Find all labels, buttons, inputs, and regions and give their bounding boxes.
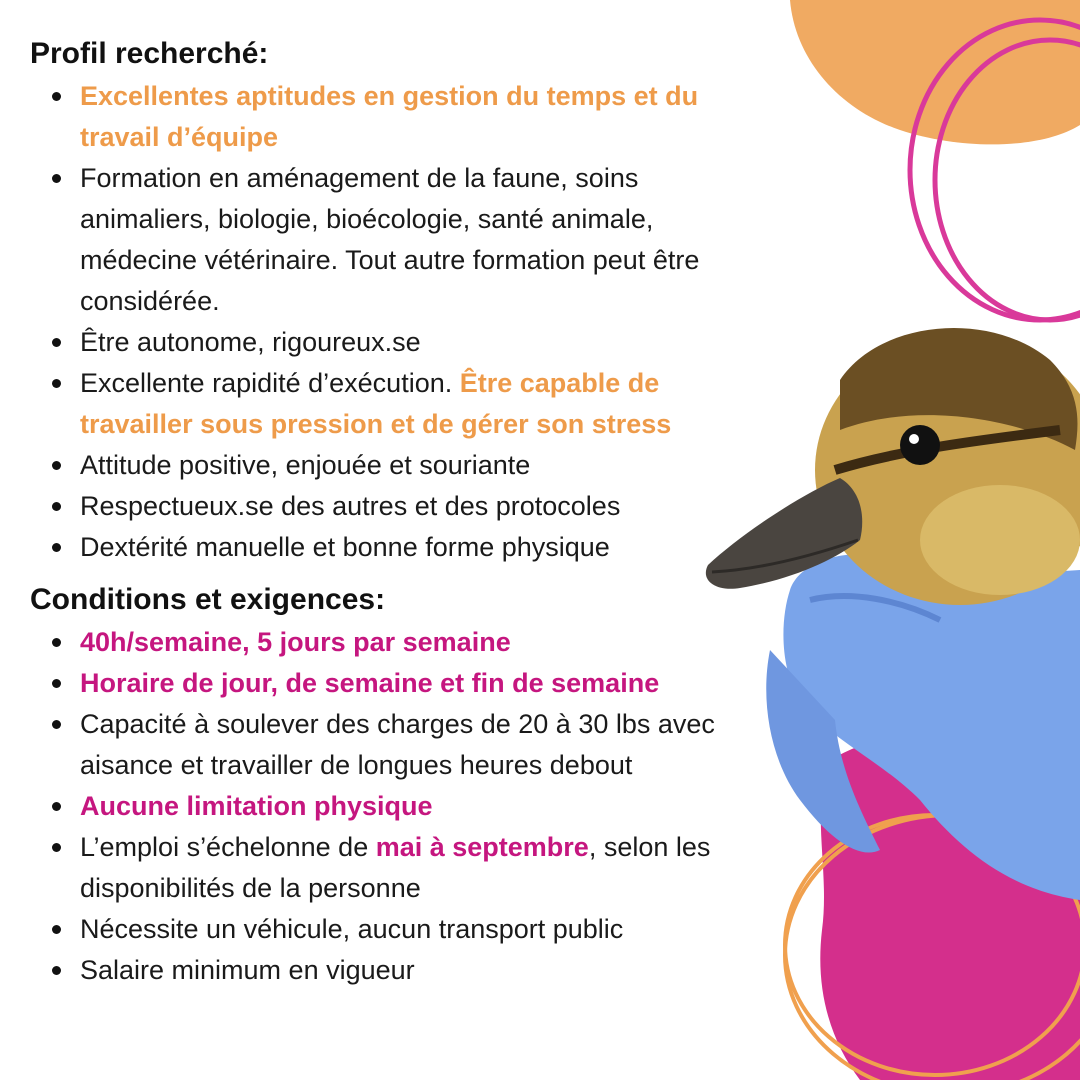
item-text: Attitude positive, enjouée et souriante bbox=[80, 450, 531, 480]
list-item bbox=[80, 158, 770, 322]
profile-list bbox=[30, 76, 770, 568]
item-highlight: Aucune limitation physique bbox=[80, 791, 433, 821]
item-highlight: Excellentes aptitudes en gestion du temps et du travail d’équipe bbox=[80, 81, 699, 152]
conditions-list bbox=[30, 622, 770, 991]
item-text: Formation en aménagement de la faune, soins animaliers, biologie, bioécologie, santé animale, médecine vétérinaire. Tout autre formation peut être considérée. bbox=[80, 163, 700, 316]
conditions-heading: Conditions et exigences: bbox=[30, 583, 386, 616]
item-highlight: Être capable de travailler sous pression et de gérer son stress bbox=[80, 368, 672, 439]
item-text: Capacité à soulever des charges de 20 à 30 lbs avec aisance et travailler de longues heures debout bbox=[80, 709, 715, 780]
item-highlight: mai à septembre bbox=[375, 832, 589, 862]
item-text: Être autonome, rigoureux.se bbox=[80, 327, 421, 357]
list-item bbox=[80, 527, 770, 568]
list-item bbox=[80, 622, 770, 663]
list-item bbox=[80, 786, 770, 827]
item-highlight: 40h/semaine, 5 jours par semaine bbox=[80, 627, 511, 657]
list-item bbox=[80, 909, 770, 950]
list-item bbox=[80, 704, 770, 786]
list-item bbox=[80, 663, 770, 704]
item-text: Nécessite un véhicule, aucun transport public bbox=[80, 914, 624, 944]
list-item bbox=[80, 827, 770, 909]
item-text: Excellente rapidité d’exécution. bbox=[80, 368, 460, 398]
list-item bbox=[80, 950, 770, 991]
list-item bbox=[80, 486, 770, 527]
item-text: L’emploi s’échelonne de bbox=[80, 832, 376, 862]
list-item bbox=[80, 322, 770, 363]
profile-heading: Profil recherché: bbox=[30, 37, 269, 70]
list-item bbox=[80, 76, 770, 158]
job-requirements bbox=[30, 34, 770, 991]
list-item bbox=[80, 445, 770, 486]
item-text: Respectueux.se des autres et des protocoles bbox=[80, 491, 621, 521]
item-text: Salaire minimum en vigueur bbox=[80, 955, 415, 985]
item-text: , selon les disponibilités de la personne bbox=[80, 832, 711, 903]
item-highlight: Horaire de jour, de semaine et fin de semaine bbox=[80, 668, 660, 698]
item-text: Dextérité manuelle et bonne forme physique bbox=[80, 532, 610, 562]
list-item bbox=[80, 363, 770, 445]
